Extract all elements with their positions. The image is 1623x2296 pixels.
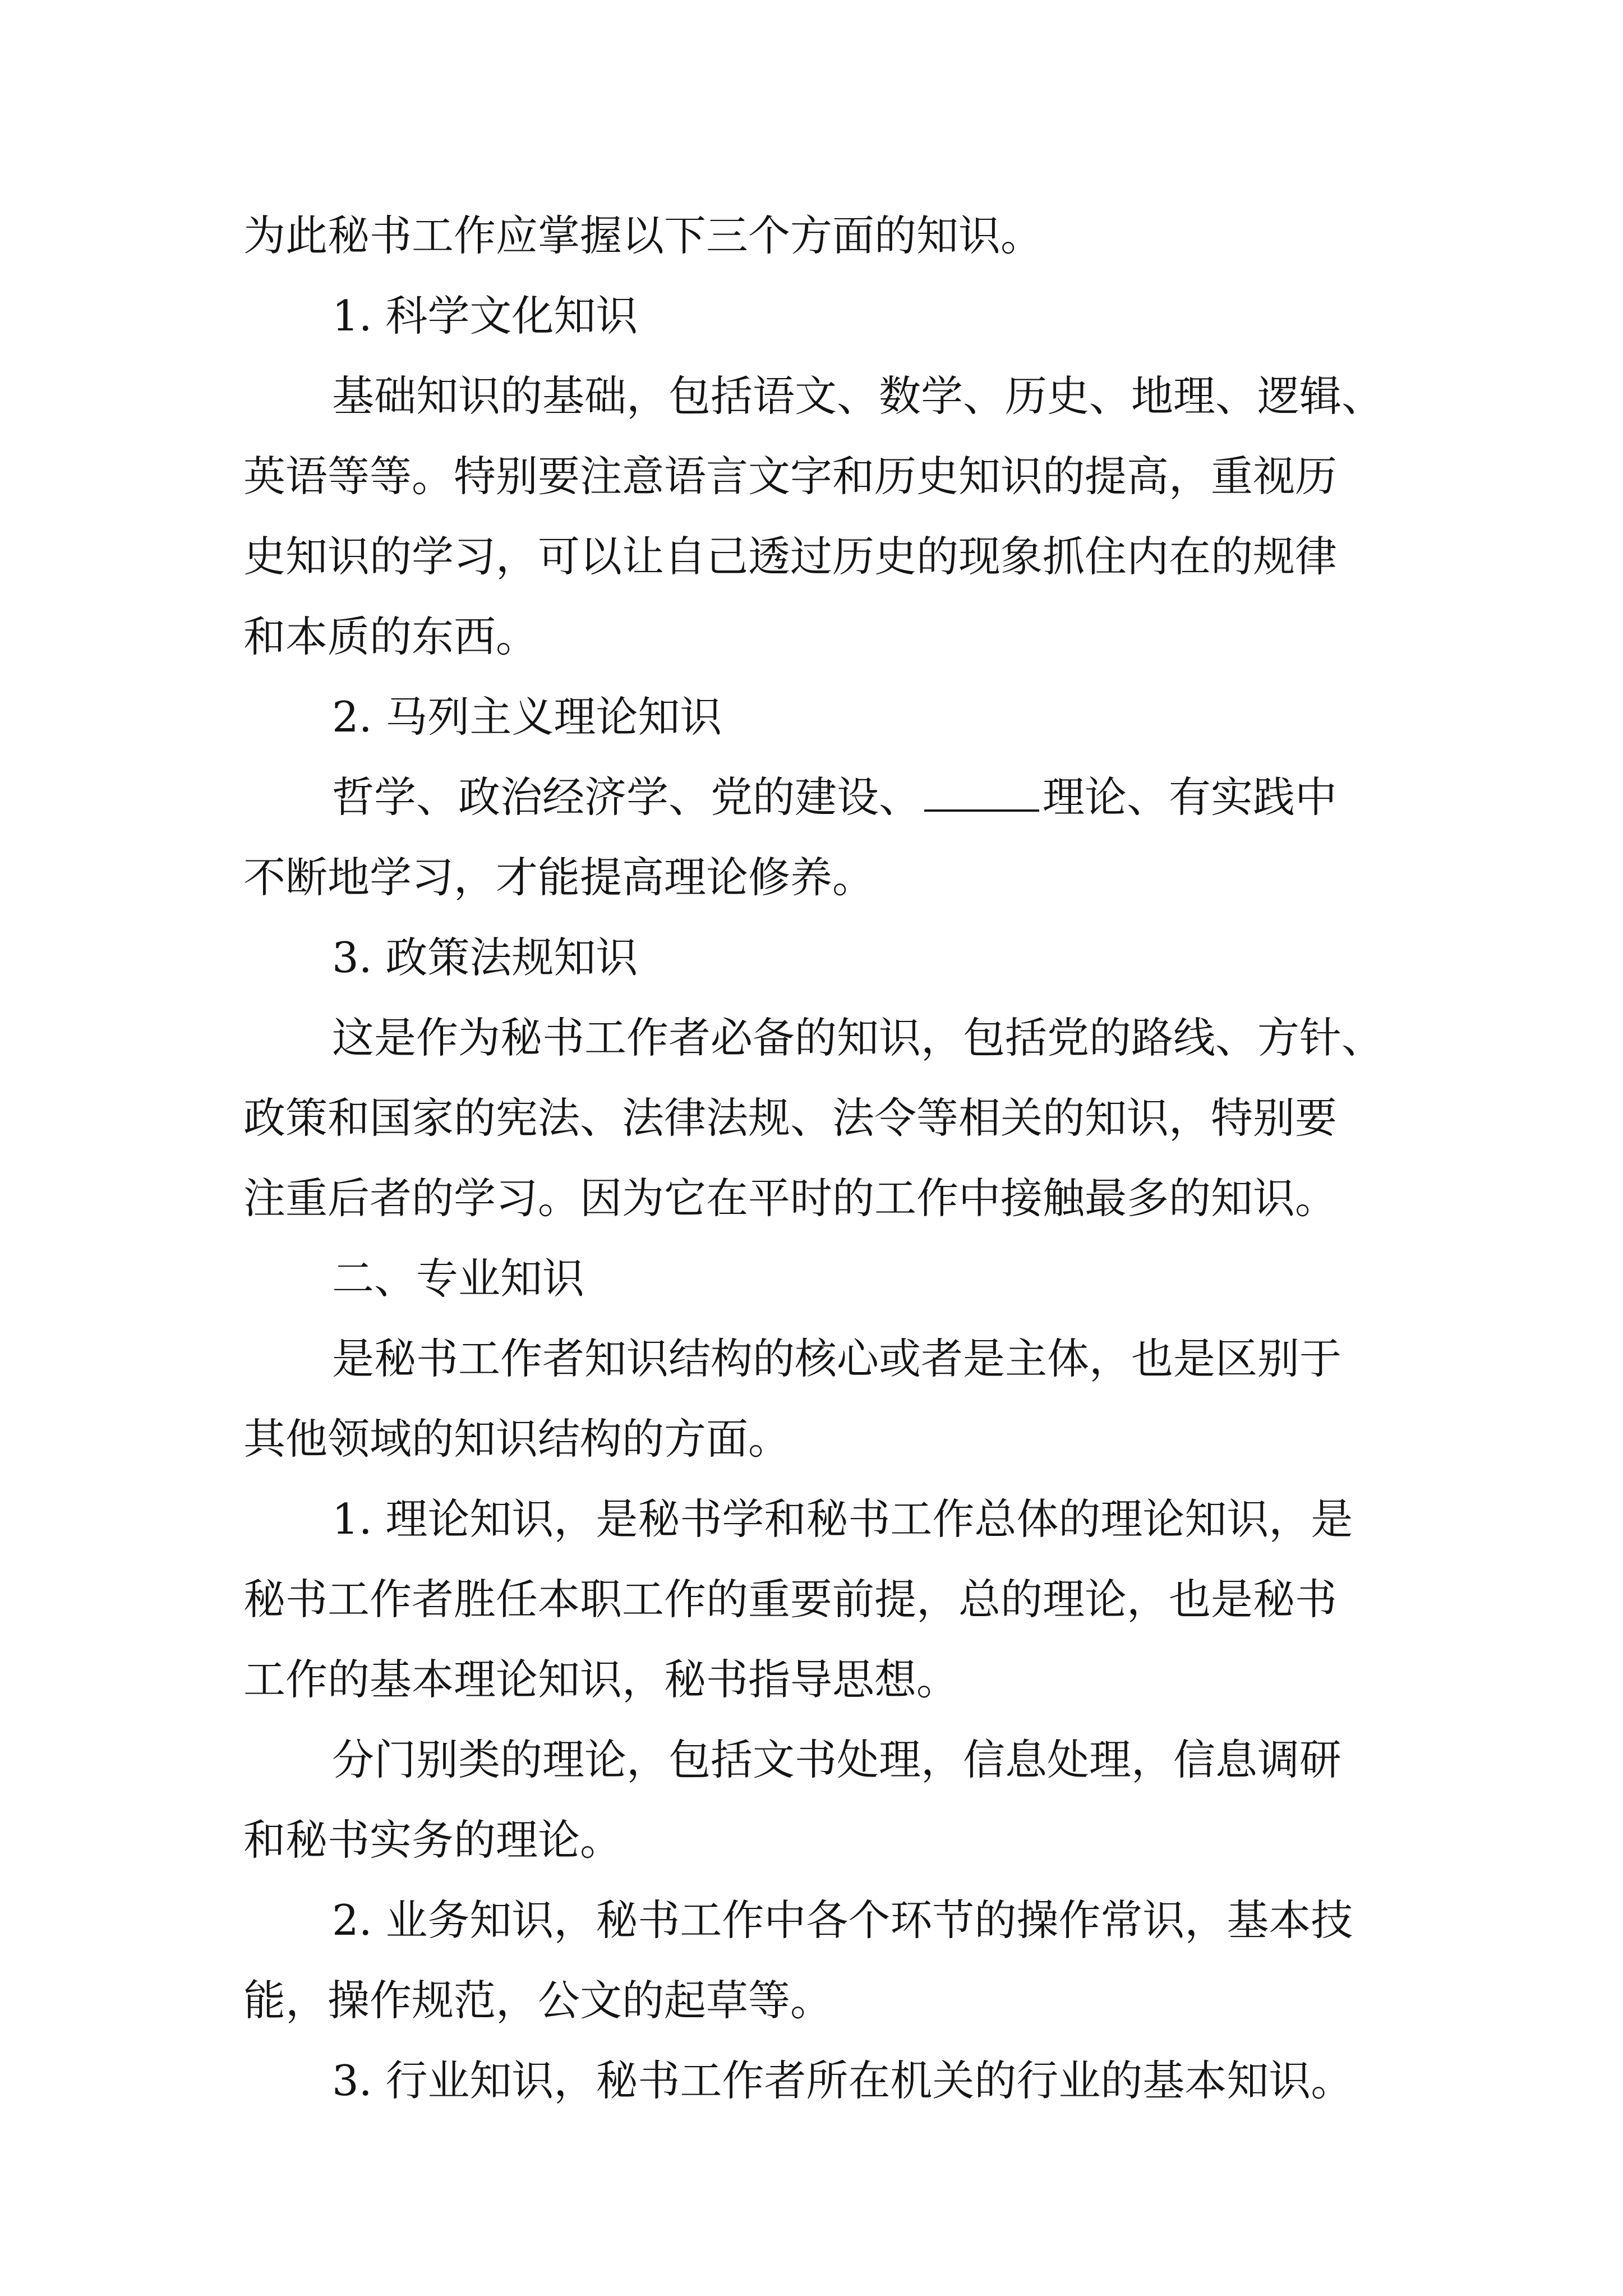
paragraph-policy-line-1: 这是作为秘书工作者必备的知识，包括党的路线、方针、 (332, 1013, 1384, 1062)
heading-science-culture: 1. 科学文化知识 (332, 291, 638, 341)
paragraph-science-line-2: 英语等等。特别要注意语言文字和历史知识的提高，重视历 (243, 452, 1338, 501)
paragraph-science-line-3: 史知识的学习，可以让自己透过历史的现象抓住内在的规律 (243, 532, 1338, 581)
paragraph-industry-line-1: 3. 行业知识，秘书工作者所在机关的行业的基本知识。 (332, 2056, 1353, 2105)
paragraph-intro-line: 为此秘书工作应掌握以下三个方面的知识。 (243, 211, 1043, 260)
fill-in-blank (924, 770, 1039, 812)
paragraph-business-line-1: 2. 业务知识，秘书工作中各个环节的操作常识，基本技 (332, 1895, 1353, 1945)
paragraph-marxism-line-1 (332, 769, 1337, 825)
heading-professional-knowledge: 二、专业知识 (332, 1254, 585, 1303)
paragraph-science-line-4: 和本质的东西。 (243, 612, 538, 661)
paragraph-professional-line-2: 其他领域的知识结构的方面。 (243, 1414, 791, 1464)
paragraph-professional-line-1: 是秘书工作者知识结构的核心或者是主体，也是区别于 (332, 1334, 1342, 1383)
paragraph-science-line-1: 基础知识的基础，包括语文、数学、历史、地理、逻辑、 (332, 371, 1384, 421)
heading-policy-regulation: 3. 政策法规知识 (332, 933, 638, 982)
paragraph-categories-line-1: 分门别类的理论，包括文书处理，信息处理，信息调研 (332, 1735, 1342, 1784)
paragraph-theory-line-3: 工作的基本理论知识，秘书指导思想。 (243, 1655, 959, 1704)
heading-marxism-theory: 2. 马列主义理论知识 (332, 692, 722, 742)
paragraph-marxism-line-1-end: 理论、有实践中 (1043, 772, 1338, 822)
paragraph-theory-line-1: 1. 理论知识，是秘书学和秘书工作总体的理论知识，是 (332, 1494, 1353, 1544)
paragraph-categories-line-2: 和秘书实务的理论。 (243, 1815, 623, 1865)
paragraph-policy-line-3: 注重后者的学习。因为它在平时的工作中接触最多的知识。 (243, 1174, 1338, 1223)
paragraph-theory-line-2: 秘书工作者胜任本职工作的重要前提，总的理论，也是秘书 (243, 1575, 1338, 1624)
paragraph-marxism-line-1-start: 哲学、政治经济学、党的建设、 (332, 772, 921, 822)
paragraph-policy-line-2: 政策和国家的宪法、法律法规、法令等相关的知识，特别要 (243, 1093, 1338, 1143)
paragraph-marxism-line-2: 不断地学习，才能提高理论修养。 (243, 853, 875, 902)
paragraph-business-line-2: 能，操作规范，公文的起草等。 (243, 1976, 833, 2025)
